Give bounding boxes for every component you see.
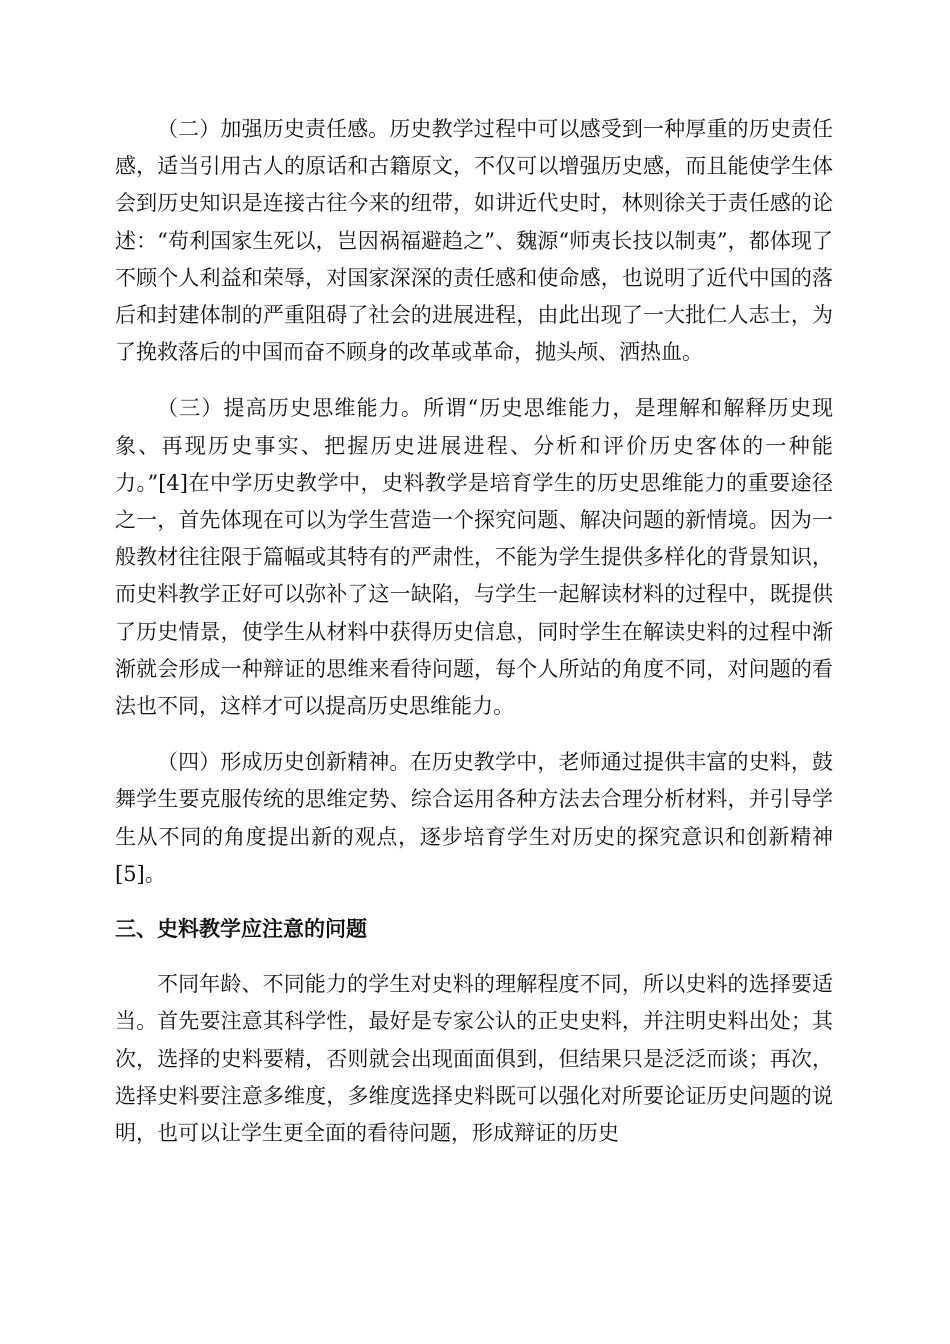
- paragraph-responsibility: （二）加强历史责任感。历史教学过程中可以感受到一种厚重的历史责任感，适当引用古人的原话和古籍原文，不仅可以增强历史感，而且能使学生体会到历史知识是连接古往今来的纽带，如讲近代史时，林则徐关于责任感的论述：“苟利国家生死以，岂因祸福避趋之”、魏源“师夷长技以制夷”，都体现了不顾个人利益和荣辱，对国家深深的责任感和使命感，也说明了近代中国的落后和封建体制的严重阻碍了社会的进展进程，由此出现了一大批仁人志士，为了挽救落后的中国而奋不顾身的改革或革命，抛头颅、洒热血。: [115, 117, 833, 365]
- section-heading: 三、史料教学应注意的问题: [115, 917, 367, 942]
- paragraph-selection: 不同年龄、不同能力的学生对史料的理解程度不同，所以史料的选择要适当。首先要注意其科学性，最好是专家公认的正史史料，并注明史料出处；其次，选择的史料要精，否则就会出现面面俱到，但结果只是泛泛而谈；再次，选择史料要注意多维度，多维度选择史料既可以强化对所要论证历史问题的说明，也可以让学生更全面的看待问题，形成辩证的历史: [115, 972, 833, 1146]
- paragraph-innovation: （四）形成历史创新精神。在历史教学中，老师通过提供丰富的史料，鼓舞学生要克服传统的思维定势、综合运用各种方法去合理分析材料，并引导学生从不同的角度提出新的观点，逐步培育学生对历史的探究意识和创新精神[5]。: [115, 750, 833, 886]
- document-body: [115, 111, 833, 1152]
- paragraph-thinking-ability: （三）提高历史思维能力。所谓“历史思维能力，是理解和解释历史现象、再现历史事实、把握历史进展进程、分析和评价历史客体的一种能力。”[4]在中学历史教学中，史料教学是培育学生的历史思维能力的重要途径之一，首先体现在可以为学生营造一个探究问题、解决问题的新情境。因为一般教材往往限于篇幅或其特有的严肃性，不能为学生提供多样化的背景知识，而史料教学正好可以弥补了这一缺陷，与学生一起解读材料的过程中，既提供了历史情景，使学生从材料中获得历史信息，同时学生在解读史料的过程中渐渐就会形成一种辩证的思维来看待问题，每个人所站的角度不同，对问题的看法也不同，这样才可以提高历史思维能力。: [115, 396, 833, 719]
